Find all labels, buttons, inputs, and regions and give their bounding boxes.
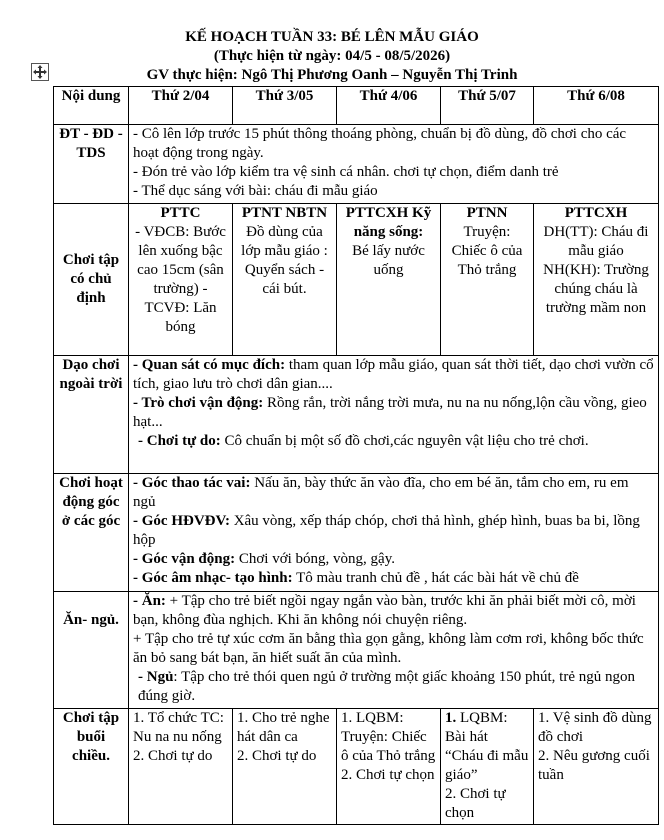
row-eat-sleep xyxy=(54,592,659,709)
row-planned-play xyxy=(54,204,659,356)
afternoon-line: 2. Chơi tự do xyxy=(133,748,213,764)
weekly-plan-table xyxy=(53,86,659,825)
afternoon-line: 2. Chơi tự chọn xyxy=(341,767,435,783)
header-tue: Thứ 3/05 xyxy=(233,87,337,125)
activity-text: Đồ dùng của lớp mẫu giáo : Quyển sách - cái bút. xyxy=(241,224,328,297)
header-mon: Thứ 2/04 xyxy=(129,87,233,125)
fri-activity xyxy=(534,204,659,356)
activity-title: PTNN xyxy=(466,205,508,221)
morning-content xyxy=(129,125,659,204)
row-label-outdoor: Dạo chơi ngoài trời xyxy=(54,356,129,474)
row-label-eat-sleep: Ăn- ngủ. xyxy=(54,592,129,709)
sleep-item: - Ngủ: Tập cho trẻ thói quen ngủ ở trường một giấc khoảng 150 phút, trẻ ngủ ngon đúng giờ. xyxy=(138,669,635,704)
activity-title: PTTCXH xyxy=(564,205,628,221)
thu-afternoon xyxy=(441,709,534,825)
row-label-afternoon: Chơi tập buổi chiều. xyxy=(54,709,129,825)
row-outdoor xyxy=(54,356,659,474)
afternoon-line: 1. LQBM: Bài hát “Cháu đi mẫu giáo” xyxy=(445,710,529,783)
afternoon-line: 1. Cho trẻ nghe hát dân ca xyxy=(237,710,330,745)
afternoon-line: 2. Chơi tự do xyxy=(237,748,317,764)
activity-text: DH(TT): Cháu đi mẫu giáo NH(KH): Trường chúng cháu là trường mầm non xyxy=(543,224,649,316)
outdoor-item: - Trò chơi vận động: Rồng rắn, trời nắng trời mưa, nu na nu nống,lộn cầu vồng, gieo hạt... xyxy=(133,395,647,430)
activity-text: Bé lấy nước uống xyxy=(352,243,425,278)
eat-sleep-content xyxy=(129,592,659,709)
afternoon-line: 1. LQBM: Truyện: Chiếc ô của Thỏ trắng xyxy=(341,710,436,764)
wed-activity xyxy=(337,204,441,356)
outdoor-content xyxy=(129,356,659,474)
outdoor-item: - Quan sát có mục đích: tham quan lớp mẫu giáo, quan sát thời tiết, dạo chơi vườn cổ tích, giao lưu trò chơi dân gian.... xyxy=(133,357,654,392)
row-label-morning: ĐT - ĐD - TDS xyxy=(54,125,129,204)
corners-content xyxy=(129,474,659,592)
afternoon-line: 1. Tổ chức TC: Nu na nu nống xyxy=(133,710,224,745)
activity-title: PTNT NBTN xyxy=(241,205,328,221)
outdoor-item: - Chơi tự do: Cô chuẩn bị một số đồ chơi,các nguyên vật liệu cho trẻ chơi. xyxy=(138,433,589,449)
header-content: Nội dung xyxy=(54,87,129,125)
mon-afternoon xyxy=(129,709,233,825)
tue-activity xyxy=(233,204,337,356)
mon-activity xyxy=(129,204,233,356)
tue-afternoon xyxy=(233,709,337,825)
plan-dates: (Thực hiện từ ngày: 04/5 - 08/5/2026) xyxy=(213,48,451,64)
row-label-corners: Chơi hoạt động góc ở các góc xyxy=(54,474,129,592)
activity-text: Truyện: Chiếc ô của Thỏ trắng xyxy=(451,224,523,278)
corner-item: - Góc HĐVĐV: Xâu vòng, xếp tháp chóp, chơi thả hình, ghép hình, buas ba bi, lồng hộp xyxy=(133,513,640,548)
morning-line: - Đón trẻ vào lớp kiểm tra vệ sinh cá nhân. chơi tự chọn, điểm danh trẻ xyxy=(133,164,559,180)
activity-title: PTTC xyxy=(160,205,201,221)
afternoon-line: 2. Chơi tự chọn xyxy=(445,786,506,821)
table-move-handle-icon[interactable] xyxy=(31,63,49,81)
header-fri: Thứ 6/08 xyxy=(534,87,659,125)
morning-line: - Thể dục sáng với bài: cháu đi mẫu giáo xyxy=(133,183,378,199)
morning-line: - Cô lên lớp trước 15 phút thông thoáng phòng, chuẩn bị đồ dùng, đồ chơi cho các hoạt động trong ngày. xyxy=(133,126,627,161)
fri-afternoon xyxy=(534,709,659,825)
thu-activity xyxy=(441,204,534,356)
eat-item: - Ăn: + Tập cho trẻ biết ngồi ngay ngắn vào bàn, trước khi ăn phải biết mời cô, mời bạn, không đùa nghịch. Khi ăn không nói chuyện riêng. xyxy=(133,593,636,628)
row-afternoon xyxy=(54,709,659,825)
activity-text: - VĐCB: Bước lên xuống bậc cao 15cm (sân trường) - TCVĐ: Lăn bóng xyxy=(135,224,226,335)
afternoon-line: 1. Vệ sinh đồ dùng đồ chơi xyxy=(538,710,652,745)
row-label-planned-play: Chơi tập có chủ định xyxy=(54,204,129,356)
row-corners xyxy=(54,474,659,592)
eat-item: + Tập cho trẻ tự xúc cơm ăn bằng thìa gọn gằng, không làm cơm rơi, không bốc thức ăn bỏ sang bát bạn, ăn hiết suất ăn của mình. xyxy=(133,631,644,666)
corner-item: - Góc âm nhạc- tạo hình: Tô màu tranh chủ đề , hát các bài hát về chủ đề xyxy=(133,570,579,586)
corner-item: - Góc thao tác vai: Nấu ăn, bày thức ăn vào đĩa, cho em bé ăn, tắm cho em, ru em ngủ xyxy=(133,475,629,510)
row-morning xyxy=(54,125,659,204)
plan-title: KẾ HOẠCH TUẦN 33: BÉ LÊN MẪU GIÁO xyxy=(185,29,479,45)
plan-teachers: GV thực hiện: Ngô Thị Phương Oanh – Nguyễn Thị Trinh xyxy=(146,67,518,83)
activity-title: PTTCXH Kỹ năng sống: xyxy=(345,205,432,240)
afternoon-line: 2. Nêu gương cuối tuần xyxy=(538,748,650,783)
header-thu: Thứ 5/07 xyxy=(441,87,534,125)
table-header-row xyxy=(54,87,659,125)
wed-afternoon xyxy=(337,709,441,825)
header-wed: Thứ 4/06 xyxy=(337,87,441,125)
corner-item: - Góc vận động: Chơi với bóng, vòng, gậy. xyxy=(133,551,395,567)
